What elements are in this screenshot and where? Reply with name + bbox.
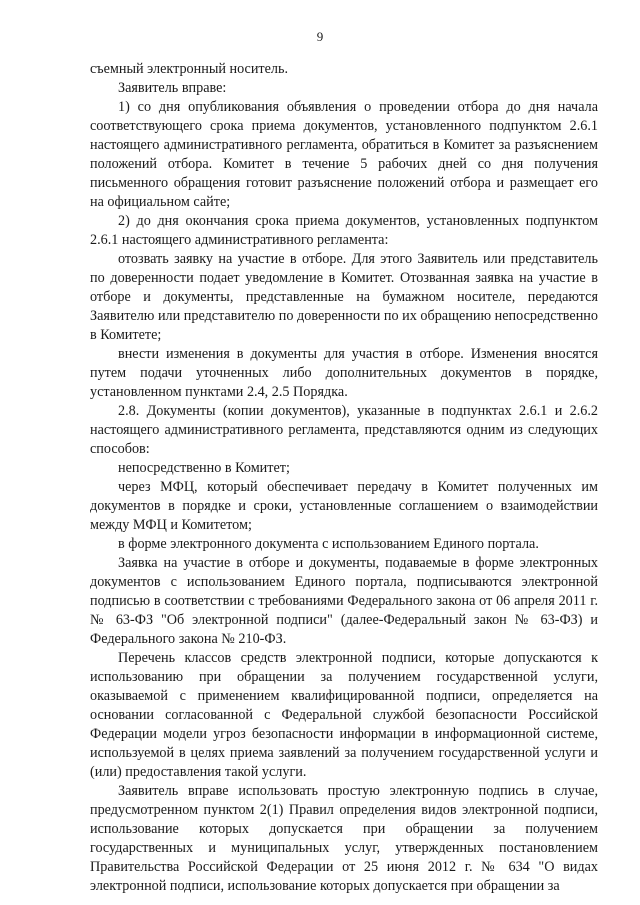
page-number: 9	[316, 29, 324, 44]
paragraph-electronic-signature: Заявка на участие в отборе и документы, подаваемые в форме электронных документов с использованием Единого портала, подписываются электронной подписью в соответствии с требованиями Федерального закона от 06 апреля 2011 г. № 63-ФЗ "Об электронной подписи" (далее-Федеральный закон № 63-ФЗ) и Федерального закона № 210-ФЗ.	[90, 555, 598, 647]
paragraph-via-mfc: через МФЦ, который обеспечивает передачу в Комитет полученных им документов в порядке и сроки, установленные соглашением о взаимодействии между МФЦ и Комитетом;	[90, 479, 598, 533]
document-body	[90, 60, 598, 896]
paragraph-directly-to-committee: непосредственно в Комитет;	[118, 460, 290, 476]
paragraph-withdraw-application: отозвать заявку на участие в отборе. Для этого Заявитель или представитель по доверенности подает уведомление в Комитет. Отозванная заявка на участие в отборе и документы, представленные на бумажном носителе, передаются Заявителю или представителю по доверенности по их обращению непосредственно в Комитете;	[90, 251, 598, 343]
paragraph-simple-signature: Заявитель вправе использовать простую электронную подпись в случае, предусмотренном пунктом 2(1) Правил определения видов электронной подписи, использование которых допускается при обращении за получением государственных и муниципальных услуг, утвержденных постановлением Правительства Российской Федерации от 25 июня 2012 г. № 634 "О видах электронной подписи, использование которых допускается при обращении за	[90, 783, 598, 894]
paragraph-applicant-rights: Заявитель вправе:	[118, 80, 227, 96]
paragraph-item-2: 2) до дня окончания срока приема документов, установленных подпунктом 2.6.1 настоящего административного регламента:	[90, 213, 598, 248]
paragraph-electronic-form: в форме электронного документа с использованием Единого портала.	[118, 536, 539, 552]
paragraph-continuation: съемный электронный носитель.	[90, 61, 289, 77]
paragraph-item-1: 1) со дня опубликования объявления о проведении отбора до дня начала соответствующего срока приема документов, установленного подпунктом 2.6.1 настоящего административного регламента, обратиться в Комитет за разъяснением положений отбора. Комитет в течение 5 рабочих дней со дня получения письменного обращения готовит разъяснение положений отбора и размещает его на официальном сайте;	[90, 99, 598, 210]
paragraph-section-2-8: 2.8. Документы (копии документов), указанные в подпунктах 2.6.1 и 2.6.2 настоящего административного регламента, представляются одним из следующих способов:	[90, 403, 598, 457]
paragraph-signature-classes: Перечень классов средств электронной подписи, которые допускаются к использованию при обращении за получением государственной услуги, оказываемой с применением квалифицированной подписи, определяется на основании согласованной с Федеральной службой безопасности Российской Федерации модели угроз безопасности информации в информационной системе, используемой в целях приема заявлений за получением государственной услуги и (или) предоставления такой услуги.	[90, 650, 598, 780]
paragraph-amend-documents: внести изменения в документы для участия в отборе. Изменения вносятся путем подачи уточненных либо дополнительных документов в порядке, установленном пунктами 2.4, 2.5 Порядка.	[90, 346, 598, 400]
